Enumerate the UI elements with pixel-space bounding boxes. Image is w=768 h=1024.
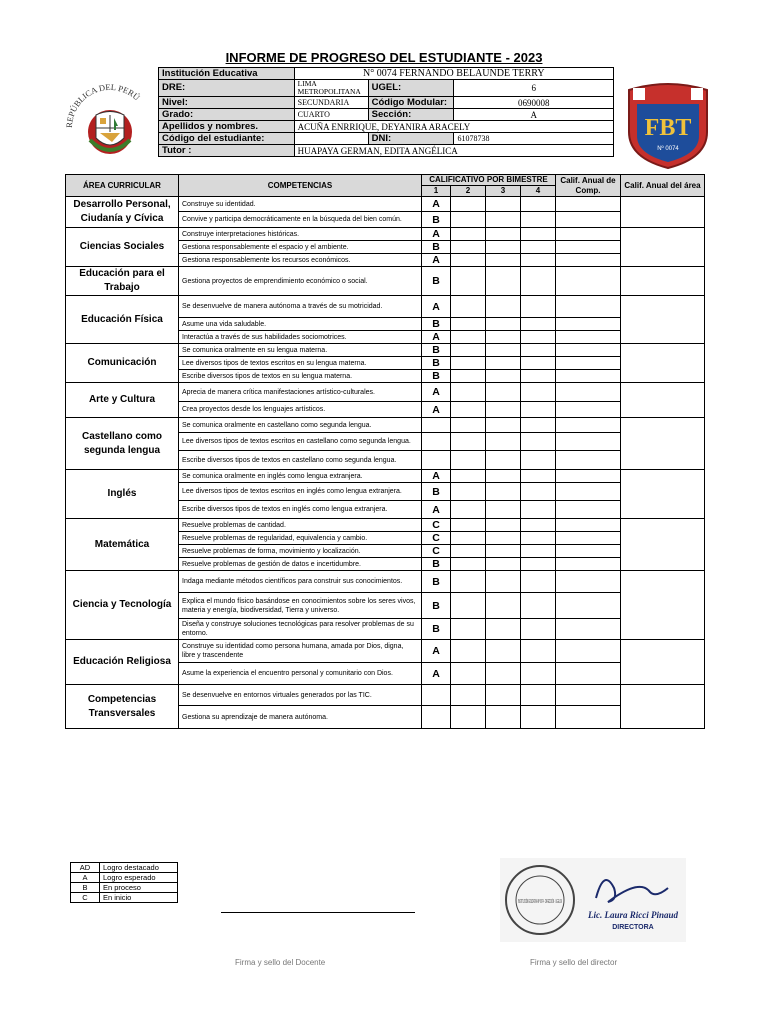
crest-caption: Nº 0074 [657,146,679,152]
legend-key: B [71,883,100,893]
value-dre: LIMA METROPOLITANA [294,80,368,97]
grade-bimestre-3 [486,571,521,593]
grade-bimestre-3 [486,267,521,296]
competency-text: Lee diversos tipos de textos escritos en inglés como lengua extranjera. [179,483,422,501]
report-title: INFORME DE PROGRESO DEL ESTUDIANTE - 2023 [225,50,543,65]
grade-bimestre-4 [521,558,556,571]
caption-teacher-signature: Firma y sello del Docente [235,958,326,967]
area-name: Educación Física [66,296,179,344]
grade-bimestre-4 [521,344,556,357]
grade-annual-area [621,519,705,571]
grade-bimestre-2 [451,558,486,571]
competency-text: Asume la experiencia el encuentro personal y comunitario con Dios. [179,663,422,685]
grade-bimestre-1: A [422,640,451,663]
grade-bimestre-4 [521,212,556,228]
grade-annual-competency [556,433,621,451]
grade-bimestre-3 [486,383,521,402]
grade-bimestre-3 [486,344,521,357]
grade-annual-area [621,296,705,344]
legend-row [71,893,178,903]
grade-annual-competency [556,228,621,241]
grade-bimestre-2 [451,370,486,383]
grade-annual-competency [556,532,621,545]
grade-bimestre-4 [521,685,556,706]
competency-text: Construye su identidad como persona humana, amada por Dios, digna, libre y trascendente [179,640,422,663]
grade-bimestre-1 [422,433,451,451]
competency-text: Explica el mundo físico basándose en conocimientos sobre los seres vivos, materia y energía, biodiversidad, Tierra y universo. [179,593,422,619]
value-ugel: 6 [454,80,614,97]
competency-text: Diseña y construye soluciones tecnológicas para resolver problemas de su entorno. [179,619,422,640]
label-nivel: Nivel: [159,97,295,109]
grade-bimestre-2 [451,241,486,254]
grade-bimestre-1 [422,451,451,470]
grade-bimestre-1: B [422,212,451,228]
competency-text: Resuelve problemas de gestión de datos e incertidumbre. [179,558,422,571]
grade-bimestre-3 [486,331,521,344]
header-bimestre-3: 3 [486,186,521,197]
grade-bimestre-1: C [422,545,451,558]
grade-bimestre-2 [451,451,486,470]
competency-text: Se comunica oralmente en su lengua materna. [179,344,422,357]
competency-text: Gestiona proyectos de emprendimiento económico o social. [179,267,422,296]
grade-bimestre-3 [486,593,521,619]
grade-bimestre-2 [451,433,486,451]
grade-bimestre-2 [451,212,486,228]
grade-bimestre-1: B [422,267,451,296]
grade-bimestre-1: A [422,402,451,418]
grade-annual-competency [556,640,621,663]
grade-bimestre-2 [451,571,486,593]
grade-annual-area [621,197,705,228]
value-dni: 61078738 [454,133,614,145]
grade-annual-area [621,470,705,519]
value-seccion: A [454,109,614,121]
grade-annual-area [621,418,705,470]
value-apellidos: ACUÑA ENRRIQUE, DEYANIRA ARACELY [294,121,613,133]
grade-bimestre-4 [521,296,556,318]
value-nivel: SECUNDARIA [294,97,368,109]
grade-annual-competency [556,451,621,470]
grade-bimestre-2 [451,318,486,331]
grade-bimestre-3 [486,402,521,418]
grade-bimestre-4 [521,254,556,267]
label-apellidos: Apellidos y nombres. [159,121,295,133]
competency-text: Se comunica oralmente en castellano como segunda lengua. [179,418,422,433]
grade-annual-competency [556,418,621,433]
label-dni: DNI: [368,133,454,145]
grade-bimestre-2 [451,357,486,370]
competency-row [66,571,705,593]
grade-bimestre-4 [521,370,556,383]
grade-bimestre-3 [486,433,521,451]
grade-annual-competency [556,296,621,318]
competency-text: Gestiona responsablemente los recursos económicos. [179,254,422,267]
grade-bimestre-2 [451,663,486,685]
grade-annual-competency [556,241,621,254]
grade-bimestre-4 [521,532,556,545]
competency-text: Crea proyectos desde los lenguajes artísticos. [179,402,422,418]
grade-bimestre-3 [486,519,521,532]
grade-bimestre-3 [486,318,521,331]
grade-bimestre-3 [486,558,521,571]
grade-bimestre-2 [451,197,486,212]
school-crest [625,80,711,170]
grade-bimestre-1: B [422,593,451,619]
grade-bimestre-4 [521,545,556,558]
competency-text: Resuelve problemas de cantidad. [179,519,422,532]
teacher-signature-line [221,912,415,913]
grade-annual-area [621,344,705,383]
grade-bimestre-4 [521,451,556,470]
grade-bimestre-2 [451,483,486,501]
header-competencias: COMPETENCIAS [179,175,422,197]
area-name: Desarrollo Personal, Ciudanía y Cívica [66,197,179,228]
header-bimestre-2: 2 [451,186,486,197]
legend-key: A [71,873,100,883]
area-name: Ciencia y Tecnología [66,571,179,640]
grade-annual-area [621,685,705,729]
competency-text: Interactúa a través de sus habilidades sociomotrices. [179,331,422,344]
grade-bimestre-4 [521,571,556,593]
competency-text: Se desenvuelve en entornos virtuales generados por las TIC. [179,685,422,706]
competency-text: Escribe diversos tipos de textos en inglés como lengua extranjera. [179,501,422,519]
competency-row [66,519,705,532]
grade-annual-competency [556,331,621,344]
grade-annual-competency [556,593,621,619]
area-name: Arte y Cultura [66,383,179,418]
director-stamp-signature [500,858,686,942]
grade-annual-competency [556,571,621,593]
grade-bimestre-3 [486,640,521,663]
grade-bimestre-1: A [422,254,451,267]
grade-bimestre-2 [451,593,486,619]
grade-bimestre-4 [521,470,556,483]
grade-bimestre-4 [521,501,556,519]
grades-table [65,174,705,729]
competency-text: Escribe diversos tipos de textos en castellano como segunda lengua. [179,451,422,470]
area-name: Comunicación [66,344,179,383]
grade-bimestre-3 [486,254,521,267]
grade-annual-competency [556,267,621,296]
grade-bimestre-1: A [422,197,451,212]
grade-bimestre-2 [451,545,486,558]
competency-row [66,228,705,241]
grade-bimestre-4 [521,241,556,254]
grade-bimestre-1: A [422,296,451,318]
grade-bimestre-2 [451,470,486,483]
grade-bimestre-3 [486,619,521,640]
grade-bimestre-4 [521,267,556,296]
grade-annual-competency [556,212,621,228]
grade-bimestre-2 [451,402,486,418]
grade-bimestre-4 [521,483,556,501]
grade-bimestre-1: B [422,344,451,357]
competency-text: Se desenvuelve de manera autónoma a través de su motricidad. [179,296,422,318]
grade-bimestre-3 [486,685,521,706]
grade-bimestre-1: B [422,357,451,370]
area-name: Inglés [66,470,179,519]
grade-bimestre-3 [486,451,521,470]
competency-row [66,197,705,212]
grade-bimestre-4 [521,228,556,241]
competency-text: Gestiona su aprendizaje de manera autónoma. [179,706,422,729]
grade-bimestre-2 [451,418,486,433]
grade-bimestre-4 [521,383,556,402]
grade-annual-competency [556,383,621,402]
grade-bimestre-3 [486,296,521,318]
grade-annual-competency [556,663,621,685]
grade-annual-area [621,383,705,418]
legend-row [71,873,178,883]
value-institucion: N° 0074 FERNANDO BELAUNDE TERRY [294,68,613,80]
label-institucion: Institución Educativa [159,68,295,80]
grade-bimestre-4 [521,640,556,663]
grade-bimestre-3 [486,470,521,483]
grade-bimestre-1: C [422,532,451,545]
grade-bimestre-2 [451,296,486,318]
legend-key: AD [71,863,100,873]
legend-key: C [71,893,100,903]
header-bimestre-4: 4 [521,186,556,197]
value-codigo-modular: 0690008 [454,97,614,109]
grade-annual-competency [556,483,621,501]
grade-bimestre-3 [486,357,521,370]
grade-bimestre-3 [486,483,521,501]
grade-bimestre-3 [486,228,521,241]
grade-bimestre-2 [451,501,486,519]
grade-annual-competency [556,402,621,418]
grade-bimestre-3 [486,418,521,433]
grade-bimestre-2 [451,383,486,402]
grade-annual-area [621,228,705,267]
area-name: Competencias Transversales [66,685,179,729]
area-name: Ciencias Sociales [66,228,179,267]
director-name: Lic. Laura Ricci Pinaud [588,910,678,920]
legend-row [71,883,178,893]
grade-bimestre-4 [521,433,556,451]
grade-bimestre-1: C [422,519,451,532]
grade-bimestre-2 [451,267,486,296]
grade-annual-competency [556,519,621,532]
grade-bimestre-1: B [422,241,451,254]
peru-coat-of-arms [62,70,158,170]
area-name: Educación Religiosa [66,640,179,685]
competency-row [66,296,705,318]
competency-row [66,267,705,296]
grade-bimestre-2 [451,619,486,640]
grade-annual-competency [556,470,621,483]
grade-annual-competency [556,685,621,706]
grade-annual-competency [556,370,621,383]
grade-bimestre-1 [422,685,451,706]
competency-row [66,383,705,402]
student-info-table [158,67,614,157]
competency-text: Aprecia de manera crítica manifestaciones artístico-culturales. [179,383,422,402]
grade-bimestre-1: B [422,318,451,331]
grade-annual-competency [556,197,621,212]
grade-bimestre-2 [451,519,486,532]
grade-bimestre-3 [486,241,521,254]
grade-annual-competency [556,558,621,571]
director-role: DIRECTORA [612,924,654,931]
grade-bimestre-1 [422,706,451,729]
competency-text: Convive y participa democráticamente en la búsqueda del bien común. [179,212,422,228]
grade-bimestre-4 [521,663,556,685]
grade-bimestre-2 [451,344,486,357]
grade-bimestre-4 [521,357,556,370]
label-grado: Grado: [159,109,295,121]
competency-text: Lee diversos tipos de textos escritos en su lengua materna. [179,357,422,370]
competency-text: Asume una vida saludable. [179,318,422,331]
grade-bimestre-2 [451,640,486,663]
competency-text: Lee diversos tipos de textos escritos en castellano como segunda lengua. [179,433,422,451]
competency-row [66,685,705,706]
grade-annual-competency [556,706,621,729]
grade-bimestre-4 [521,619,556,640]
grade-bimestre-2 [451,254,486,267]
legend-description: En inicio [100,893,178,903]
grade-annual-competency [556,254,621,267]
grade-bimestre-4 [521,519,556,532]
competency-text: Resuelve problemas de forma, movimiento y localización. [179,545,422,558]
grade-bimestre-1: A [422,383,451,402]
grade-bimestre-3 [486,706,521,729]
grade-bimestre-2 [451,685,486,706]
competency-text: Escribe diversos tipos de textos en su lengua materna. [179,370,422,383]
competency-text: Construye interpretaciones históricas. [179,228,422,241]
grade-bimestre-1: A [422,663,451,685]
header-area: ÁREA CURRICULAR [66,175,179,197]
grade-bimestre-1: A [422,331,451,344]
label-codigo-estudiante: Código del estudiante: [159,133,295,145]
grade-bimestre-1: A [422,501,451,519]
legend-row [71,863,178,873]
grade-annual-area [621,571,705,640]
grade-bimestre-3 [486,197,521,212]
grade-bimestre-4 [521,418,556,433]
grade-annual-area [621,267,705,296]
grade-bimestre-3 [486,212,521,228]
grade-bimestre-3 [486,501,521,519]
area-name: Castellano como segunda lengua [66,418,179,470]
value-grado: CUARTO [294,109,368,121]
area-name: Educación para el Trabajo [66,267,179,296]
grade-annual-competency [556,344,621,357]
crest-letters: FBT [644,115,692,141]
grade-bimestre-1: A [422,470,451,483]
label-seccion: Sección: [368,109,454,121]
grade-bimestre-4 [521,318,556,331]
grade-bimestre-4 [521,402,556,418]
grade-annual-competency [556,501,621,519]
competency-row [66,470,705,483]
grade-bimestre-1: B [422,619,451,640]
label-tutor: Tutor : [159,145,295,157]
competency-row [66,418,705,433]
label-dre: DRE: [159,80,295,97]
competency-row [66,344,705,357]
legend-description: Logro esperado [100,873,178,883]
grade-bimestre-1: B [422,571,451,593]
header-anual-comp: Calif. Anual de Comp. [556,175,621,197]
grade-annual-competency [556,357,621,370]
label-codigo-modular: Código Modular: [368,97,454,109]
competency-text: Indaga mediante métodos científicos para construir sus conocimientos. [179,571,422,593]
grade-bimestre-3 [486,370,521,383]
competency-text: Se comunica oralmente en inglés como lengua extranjera. [179,470,422,483]
label-ugel: UGEL: [368,80,454,97]
legend-description: Logro destacado [100,863,178,873]
competency-row [66,640,705,663]
grade-bimestre-2 [451,706,486,729]
legend-description: En proceso [100,883,178,893]
grade-bimestre-2 [451,532,486,545]
grade-bimestre-1: B [422,483,451,501]
grade-annual-competency [556,545,621,558]
grade-bimestre-1: B [422,558,451,571]
caption-director-signature: Firma y sello del director [530,958,618,967]
grade-bimestre-4 [521,197,556,212]
header-calificativo: CALIFICATIVO POR BIMESTRE [422,175,556,186]
header-anual-area: Calif. Anual del área [621,175,705,197]
competency-text: Construye su identidad. [179,197,422,212]
grade-annual-competency [556,619,621,640]
coat-arms-text: REPÚBLICA DEL PERÚ [63,81,142,129]
grade-bimestre-1: B [422,370,451,383]
value-codigo-estudiante [294,133,368,145]
grade-annual-competency [556,318,621,331]
header-bimestre-1: 1 [422,186,451,197]
value-tutor: HUAPAYA GERMAN, EDITA ANGÉLICA [294,145,613,157]
grade-bimestre-3 [486,532,521,545]
grade-bimestre-4 [521,331,556,344]
competency-text: Gestiona responsablemente el espacio y el ambiente. [179,241,422,254]
grade-bimestre-4 [521,706,556,729]
grade-bimestre-2 [451,331,486,344]
competency-text: Resuelve problemas de regularidad, equivalencia y cambio. [179,532,422,545]
grade-bimestre-3 [486,663,521,685]
area-name: Matemática [66,519,179,571]
grade-bimestre-2 [451,228,486,241]
grade-bimestre-1: A [422,228,451,241]
grade-bimestre-1 [422,418,451,433]
grade-annual-area [621,640,705,685]
stamp-text [518,898,562,905]
grade-bimestre-3 [486,545,521,558]
grade-bimestre-4 [521,593,556,619]
grading-legend [70,862,178,903]
